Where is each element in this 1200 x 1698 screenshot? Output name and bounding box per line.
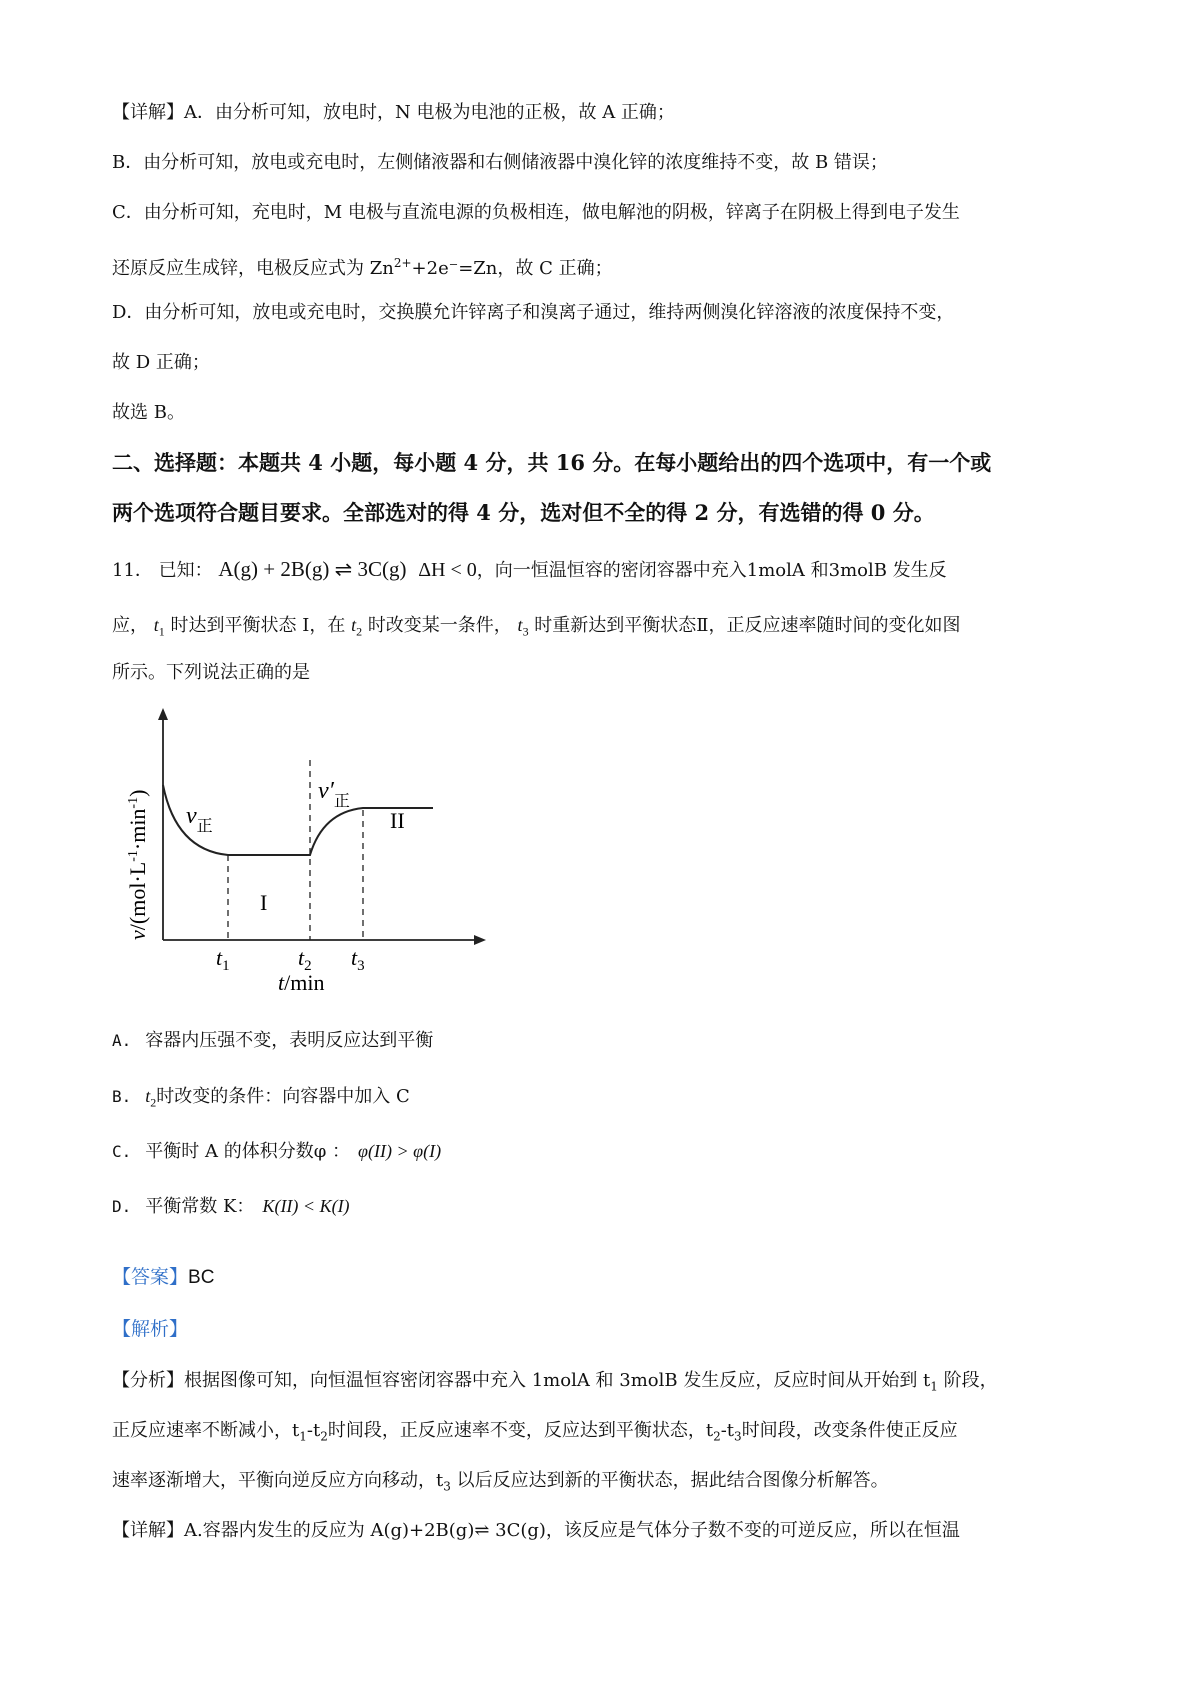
an-l3-a: 速率逐渐增大，平衡向逆反应方向移动，t xyxy=(112,1470,444,1491)
option-b-t2: t xyxy=(145,1086,151,1106)
analysis-line1 xyxy=(112,1368,998,1400)
t2-sub: 2 xyxy=(356,624,363,639)
option-b-letter: B. xyxy=(112,1087,132,1106)
region-label-II: II xyxy=(390,808,405,833)
q-l2-b: 时达到平衡状态 I，在 xyxy=(170,615,346,636)
an-l2-s4: 3 xyxy=(734,1429,742,1444)
option-b-text: 时改变的条件：向容器中加入 C xyxy=(156,1086,410,1107)
answer-value: BC xyxy=(188,1267,215,1288)
option-c-text: 平衡时 A 的体积分数φ ： xyxy=(145,1141,351,1162)
detail-c2-sup: 2+ xyxy=(393,256,412,270)
option-a-text: 容器内压强不变，表明反应达到平衡 xyxy=(145,1030,434,1051)
x-axis-label: t/min xyxy=(278,970,325,995)
detail-b: B．由分析可知，放电或充电时，左侧储液器和右侧储液器中溴化锌的浓度维持不变，故 B 错误； xyxy=(112,152,888,173)
detail-c2-pre: 还原反应生成锌，电极反应式为 Zn xyxy=(112,258,394,279)
rate-time-graph xyxy=(118,700,498,1000)
question-line3: 所示。下列说法正确的是 xyxy=(112,662,310,683)
q-l2-c: 时改变某一条件， xyxy=(367,615,512,636)
analysis-line2 xyxy=(112,1418,958,1450)
option-a-letter: A. xyxy=(112,1031,132,1050)
option-c-math: φ(II) > φ(I) xyxy=(358,1141,442,1161)
option-d-math: K(II) < K(I) xyxy=(262,1196,350,1216)
option-b-t2-sub: 2 xyxy=(150,1095,157,1110)
question-line1-rest: ，向一恒温恒容的密闭容器中充入1molA 和3molB 发生反 xyxy=(476,560,947,581)
option-b xyxy=(112,1083,410,1116)
answer-line xyxy=(112,1264,214,1291)
y-axis-label: $v/(mol\cdot L^{-1}\cdot\min^{-1})$ xyxy=(125,789,150,940)
analysis-line3 xyxy=(112,1468,889,1500)
an-l1-b: 阶段， xyxy=(937,1370,998,1391)
section-heading-line2: 两个选项符合题目要求。全部选对的得 4 分，选对但不全的得 2 分，有选错的得 0 分。 xyxy=(112,500,935,525)
option-c-letter: C. xyxy=(112,1142,132,1161)
question-line2 xyxy=(112,612,961,645)
answer-label: 【答案】 xyxy=(112,1266,189,1288)
x-axis-arrow xyxy=(474,935,486,945)
an-l3-b: 以后反应达到新的平衡状态，据此结合图像分析解答。 xyxy=(450,1470,889,1491)
option-c xyxy=(112,1138,441,1165)
label-v-prime-v: v′ xyxy=(318,778,334,804)
detail-d2: 故 D 正确； xyxy=(112,352,210,373)
label-v-forward xyxy=(186,803,213,835)
tick-t2: $t_2$ xyxy=(298,945,312,974)
question-line1 xyxy=(112,556,947,584)
an-l2-s2: 2 xyxy=(320,1429,328,1444)
detail-c2-post: +2e⁻=Zn，故 C 正确； xyxy=(411,258,613,279)
detail-d1: D．由分析可知，放电或充电时，交换膜允许锌离子和溴离子通过，维持两侧溴化锌溶液的浓度保持不变， xyxy=(112,302,955,323)
t1-sub: 1 xyxy=(158,624,165,639)
tick-t1: $t_1$ xyxy=(216,945,230,974)
an-l3-sub: 3 xyxy=(443,1479,451,1494)
label-v-prime xyxy=(318,778,350,810)
an-l2-b: -t xyxy=(306,1420,321,1441)
an-l1-sub: 1 xyxy=(930,1379,938,1394)
an-l2-c: 时间段，正反应速率不变，反应达到平衡状态，t xyxy=(327,1420,714,1441)
reaction-equation: A(g) + 2B(g) ⇌ 3C(g) xyxy=(218,557,407,581)
section-heading-line1: 二、选择题：本题共 4 小题，每小题 4 分，共 16 分。在每小题给出的四个选项中，有一个或 xyxy=(112,450,992,475)
an-l1-a: 【分析】根据图像可知，向恒温恒容密闭容器中充入 1molA 和 3molB 发生反应，反应时间从开始到 t xyxy=(112,1370,931,1391)
option-d-text: 平衡常数 K： xyxy=(145,1196,255,1217)
detail-choice: 故选 B。 xyxy=(112,402,185,423)
t2-var: t xyxy=(351,615,357,635)
q-l2-a: 应， xyxy=(112,615,148,636)
option-a xyxy=(112,1028,433,1054)
y-axis-arrow xyxy=(158,708,168,720)
detail-c1: C．由分析可知，充电时，M 电极与直流电源的负极相连，做电解池的阴极，锌离子在阴极上得到电子发生 xyxy=(112,202,960,223)
option-d xyxy=(112,1193,350,1220)
label-v-prime-sub: 正 xyxy=(333,793,350,810)
t3-var: t xyxy=(517,615,523,635)
analysis-label: 【解析】 xyxy=(112,1318,189,1340)
analysis-line4: 【详解】A.容器内发生的反应为 A(g)+2B(g)⇌ 3C(g)，该反应是气体分子数不变的可逆反应，所以在恒温 xyxy=(112,1520,960,1541)
region-label-I: I xyxy=(260,890,268,915)
option-d-letter: D. xyxy=(112,1197,132,1216)
label-v-forward-sub: 正 xyxy=(196,818,213,835)
question-number: 11． xyxy=(112,560,153,581)
an-l2-a: 正反应速率不断减小，t xyxy=(112,1420,300,1441)
q-l2-d: 时重新达到平衡状态Ⅱ，正反应速率随时间的变化如图 xyxy=(534,615,961,636)
t1-var: t xyxy=(153,615,159,635)
enthalpy: ΔH < 0 xyxy=(418,559,477,581)
detail-c2 xyxy=(112,250,613,282)
an-l2-e: 时间段，改变条件使正反应 xyxy=(741,1420,958,1441)
an-l2-s3: 2 xyxy=(713,1429,721,1444)
t3-sub: 3 xyxy=(522,624,529,639)
detail-a: 【详解】A．由分析可知，放电时，N 电极为电池的正极，故 A 正确； xyxy=(112,102,675,123)
an-l2-d: -t xyxy=(720,1420,735,1441)
an-l2-s1: 1 xyxy=(299,1429,307,1444)
question-intro: 已知： xyxy=(158,560,213,581)
tick-t3: $t_3$ xyxy=(351,945,365,974)
label-v-forward-v: v xyxy=(186,803,197,829)
